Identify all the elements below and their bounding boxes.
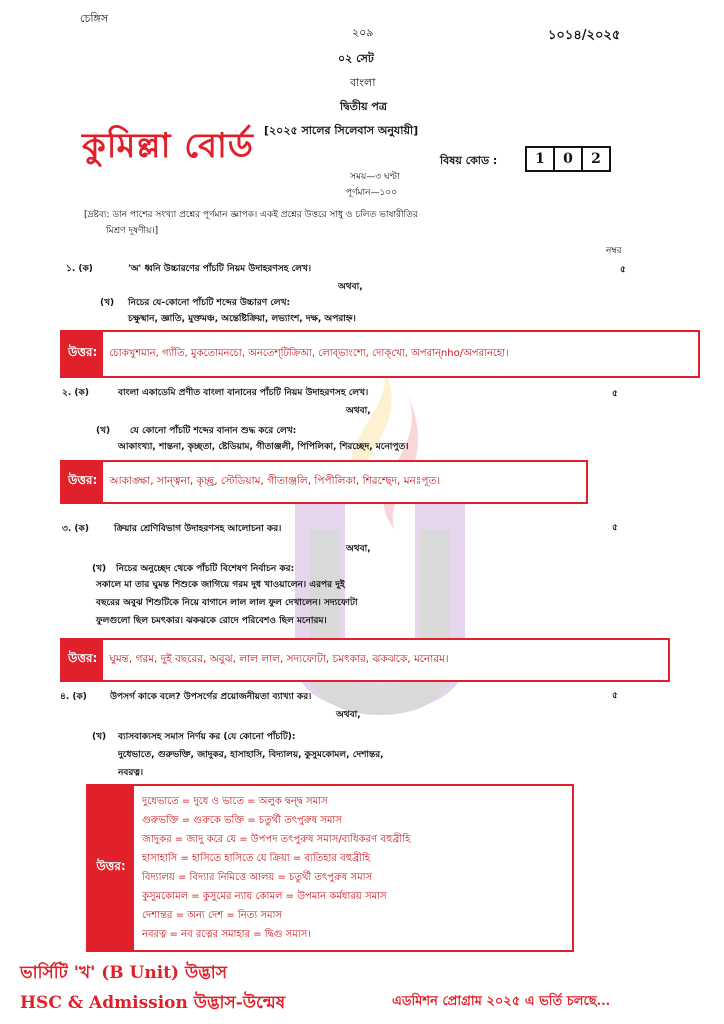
q1-answer-box xyxy=(60,330,700,378)
answer-label: উত্তর: xyxy=(62,640,103,680)
q3-answer-box xyxy=(60,638,670,682)
q3-or-label: অথবা, xyxy=(346,544,371,554)
q4-answer-item: হাসাহাসি = হাসিতে হাসিতে যে ক্রিয়া = ব্যতিহার বহুব্রীহি xyxy=(142,853,371,864)
footer-unit-line: ভার্সিটি 'খ' (B Unit) উদ্ভাস xyxy=(20,963,227,983)
q4-answer-item: দুধেভাতে = দুধে ও ভাতে = অলুক দ্বন্দ্ব সমাস xyxy=(142,796,328,807)
marks-column-label: নম্বর xyxy=(606,246,622,256)
q3b-line-3: ফুলগুলো ছিল চমৎকার। ঝকঝকে রোদে পরিবেশও ছিল মনোরম। xyxy=(96,616,327,626)
q3a-mark: ৫ xyxy=(612,523,618,533)
q1b-text: নিচের যে-কোনো পাঁচটি শব্দের উচ্চারণ লেখ: xyxy=(128,298,291,308)
q3a-text: ক্রিয়ার শ্রেণিবিভাগ উদাহরণসহ আলোচনা কর। xyxy=(114,524,282,534)
board-title: কুমিল্লা বোর্ড xyxy=(82,126,254,166)
setter-name: চেঙ্গিস xyxy=(80,12,109,25)
instruction-note-cont: মিশ্রণ দূষণীয়।] xyxy=(106,226,159,236)
answer-label: উত্তর: xyxy=(62,332,103,376)
set-label: ০২ সেট xyxy=(338,52,374,65)
q4b-number: (খ) xyxy=(92,732,107,742)
q3-answer-text: ঘুমন্ত, গরম, দুই বছরের, অবুঝ, লাল লাল, সদ্যফোটা, চমৎকার, ঝকঝকে, মনোরম। xyxy=(109,652,449,665)
footer-promo: এডমিশন প্রোগ্রাম ২০২৫ এ ভর্তি চলছে... xyxy=(392,994,611,1009)
q2a-text: বাংলা একাডেমি প্রণীত বাংলা বানানের পাঁচটি নিয়ম উদাহরণসহ লেখ। xyxy=(118,388,369,398)
q3b-line-2: বছরের অবুঝ শিশুটিকে নিয়ে বাগানে লাল লাল ফুল দেখালেন। সদ্যফোটা xyxy=(96,598,358,608)
q4-answer-box xyxy=(86,784,574,952)
q4-or-label: অথবা, xyxy=(336,710,361,720)
q1b-words: চক্ষুষ্মান, জ্ঞাতি, মুক্তমঞ্চ, অন্তেষ্টিক্রিয়া, লভ্যাংশ, দক্ষ, অপরাহ্ন। xyxy=(128,314,356,324)
subject-name: বাংলা xyxy=(350,76,376,89)
footer-admission-line: HSC & Admission উদ্ভাস-উন্মেষ xyxy=(20,993,286,1013)
q1-or-label: অথবা, xyxy=(338,282,363,292)
q4b-line-2: নবরত্ন। xyxy=(118,768,144,778)
q4-answer-item: গুরুভক্তি = গুরুকে ভক্তি = চতুর্থী তৎপুরুষ সমাস xyxy=(142,815,342,826)
q4-answer-item: দেশান্তর = অন্য দেশ = নিত্য সমাস xyxy=(142,910,283,921)
q4a-text: উপসর্গ কাকে বলে? উপসর্গের প্রয়োজনীয়তা ব্যাখ্যা কর। xyxy=(110,692,312,702)
exam-time: সময়—৩ ঘণ্টা xyxy=(350,172,400,182)
answer-label: উত্তর: xyxy=(88,786,134,950)
q4a-number: ৪. (ক) xyxy=(60,692,87,702)
q4b-text: ব্যাসবাক্যসহ সমাস নির্ণয় কর (যে কোনো পাঁচটি): xyxy=(118,732,296,742)
instruction-note: [দ্রষ্টব্য: ডান পাশের সংখ্যা প্রশ্নের পূর্ণমান জ্ঞাপক। একই প্রশ্নের উত্তরে সাধু ও চলিত ভাষারীতির xyxy=(84,210,418,220)
q1b-number: (খ) xyxy=(100,298,115,308)
q2-answer-box xyxy=(60,460,588,504)
q2b-text: যে কোনো পাঁচটি শব্দের বানান শুদ্ধ করে লেখ: xyxy=(130,426,297,436)
syllabus-note: [২০২৫ সালের সিলেবাস অনুযায়ী] xyxy=(264,124,419,137)
paper-name: দ্বিতীয় পত্র xyxy=(340,100,387,113)
subject-code-boxes xyxy=(525,146,611,172)
q4a-mark: ৫ xyxy=(612,691,618,701)
q2-or-label: অথবা, xyxy=(346,406,371,416)
q1a-text: 'অ' ধ্বনি উচ্চারণের পাঁচটি নিয়ম উদাহরণসহ লেখ। xyxy=(128,264,312,274)
q4-answer-item: কুসুমকোমল = কুসুমের ন্যায় কোমল = উপমান কর্মধারয় সমাস xyxy=(142,891,387,902)
q3b-text: নিচের অনুচ্ছেদ থেকে পাঁচটি বিশেষণ নির্বাচন কর: xyxy=(116,564,295,574)
q4-answer-item: জাদুকর = জাদু করে যে = উপপদ তৎপুরুষ সমাস/ব্যধিকরণ বহুব্রীহি xyxy=(142,834,411,845)
q4-answer-item: বিদ্যালয় = বিদ্যার নিমিত্তে আলয় = চতুর্থী তৎপুরুষ সমাস xyxy=(142,872,373,883)
q1a-number: ১. (ক) xyxy=(66,264,93,274)
subject-code-digit: 2 xyxy=(591,151,601,167)
q2a-number: ২. (ক) xyxy=(62,388,89,398)
q2b-words: আকাংখ্যা, শান্তনা, কৃচ্ছতা, ষ্টেডিয়াম, গীতাঞ্জলী, পিপিলিকা, শিরচ্ছেদ, মনোপুত। xyxy=(118,442,409,452)
subject-code-digit: 1 xyxy=(527,148,555,170)
q1-answer-text: চোকখুশমান, গ্যাঁতি, মুকতোমনচো, অনতেশ্‌টিক্রিআ, লোব্‌ভাংশো, দোক্‌খো, অপরান্‌nho/অপরানহো। xyxy=(109,347,509,359)
q3b-number: (খ) xyxy=(92,564,107,574)
q2b-number: (খ) xyxy=(96,426,111,436)
full-marks: পূর্ণমান—১০০ xyxy=(346,188,398,198)
reference-number: ১০১৪/২০২৫ xyxy=(548,28,621,43)
q4-answer-item: নবরত্ন = নব রত্নের সমাহার = দ্বিগু সমাস। xyxy=(142,929,311,940)
page-number: ২০৯ xyxy=(352,26,374,39)
answer-label: উত্তর: xyxy=(62,462,103,502)
q2a-mark: ৫ xyxy=(612,389,618,399)
subject-code-digit: 0 xyxy=(555,148,583,170)
q4b-line-1: দুধেভাতে, গুরুভক্তি, জাদুকর, হাসাহাসি, বিদ্যালয়, কুসুমকোমল, দেশান্তর, xyxy=(118,750,384,760)
subject-code-label: বিষয় কোড : xyxy=(440,154,498,167)
q4-answer-list xyxy=(134,786,410,950)
q1a-mark: ৫ xyxy=(620,265,626,275)
q3b-line-1: সকালে মা তার ঘুমন্ত শিশুকে জাগিয়ে গরম দুধ খাওয়ালেন। এরপর দুই xyxy=(96,580,345,590)
q3a-number: ৩. (ক) xyxy=(62,524,89,534)
q2-answer-text: আকাঙ্ক্ষা, সান্ত্বনা, কৃচ্ছ্র, স্টেডিয়াম, গীতাঞ্জলি, পিপীলিকা, শিরশ্ছেদ, মনঃপূত। xyxy=(109,474,441,487)
